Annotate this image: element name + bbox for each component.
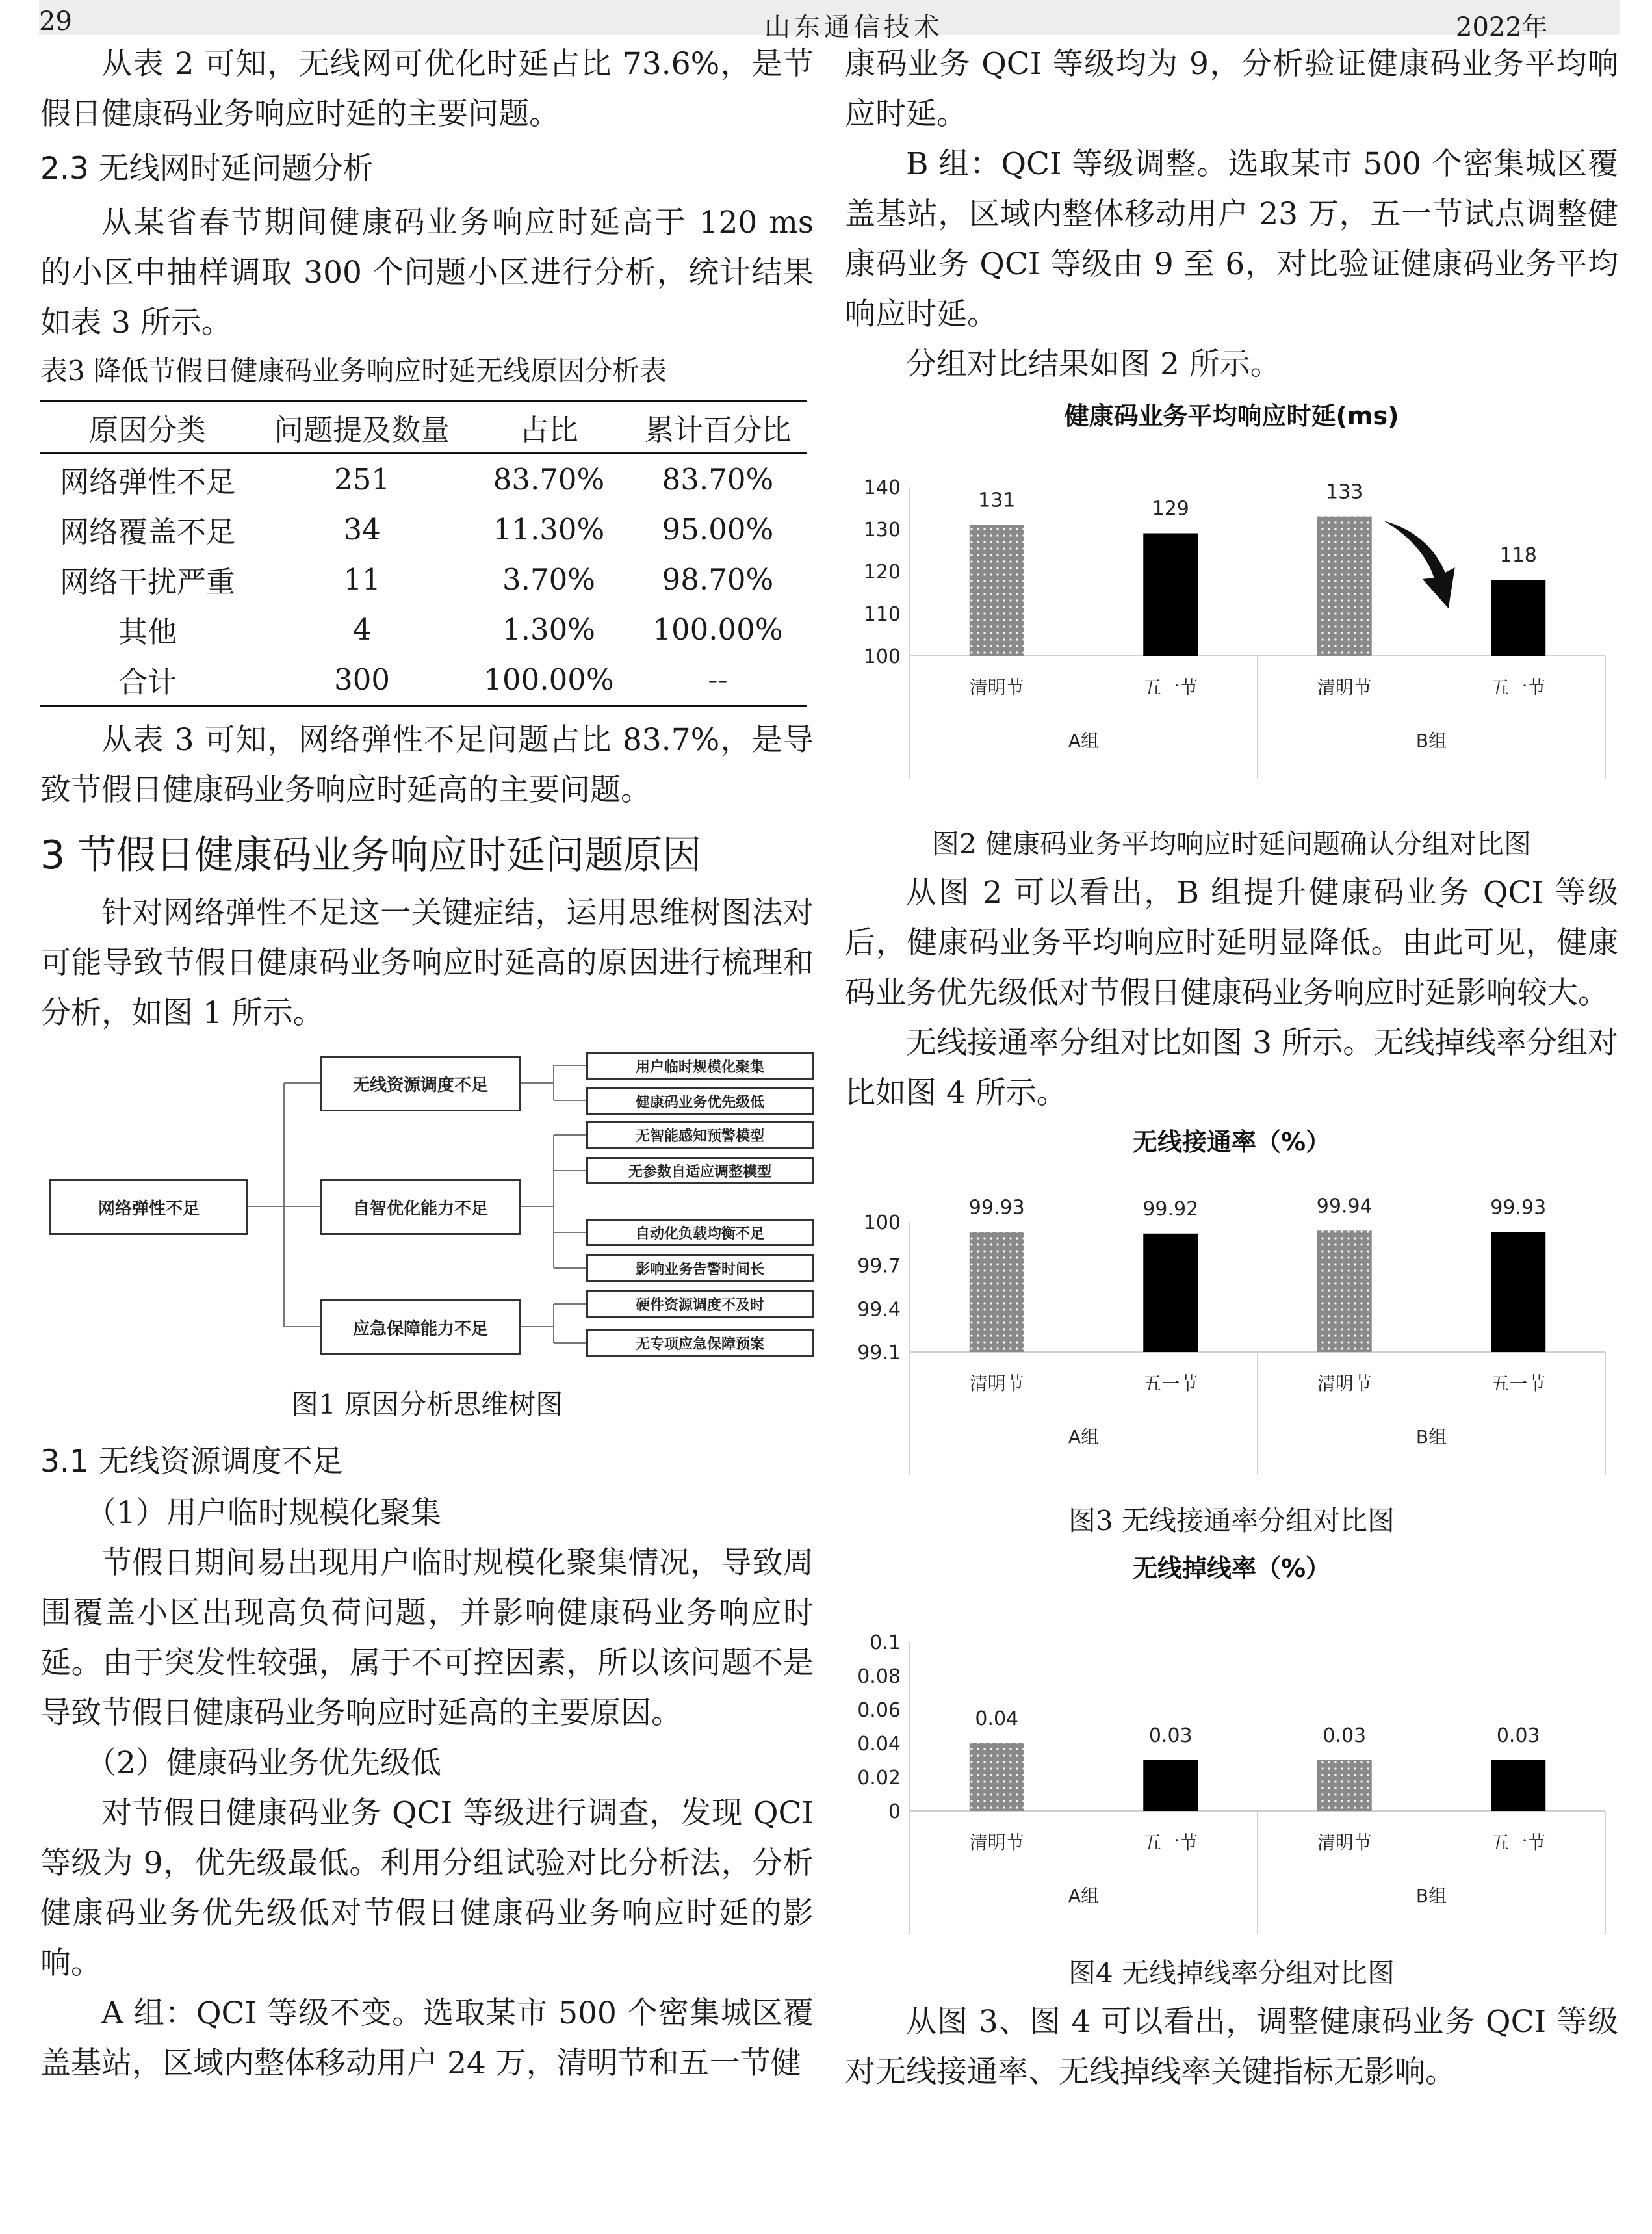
x-tick-label: 五一节: [1143, 1373, 1198, 1394]
paragraph: B 组：QCI 等级调整。选取某市 500 个密集城区覆盖基站，区域内整体移动用户 23 万，五一节试点调整健康码业务 QCI 等级由 9 至 6，对比验证健康码业务平均响应时延。: [845, 146, 1618, 332]
x-tick-label: 清明节: [1317, 1373, 1372, 1394]
table-cell: 300: [334, 662, 391, 697]
data-label: 99.92: [1142, 1197, 1199, 1221]
tree-leaf-node: 健康码业务优先级低: [586, 1087, 814, 1115]
table-cell: 1.30%: [502, 612, 596, 647]
group-label: A组: [1068, 1885, 1100, 1906]
journal-name: 山东通信技术: [764, 12, 944, 42]
bar: [1317, 1760, 1372, 1811]
bar: [1317, 517, 1372, 656]
chart-title: 无线接通率（%）: [1132, 1128, 1331, 1156]
y-tick-label: 0.08: [857, 1665, 901, 1688]
data-label: 99.93: [1490, 1196, 1547, 1219]
paragraph: 对节假日健康码业务 QCI 等级进行调查，发现 QCI 等级为 9，优先级最低。利用分组试验对比分析法，分析健康码业务优先级低对节假日健康码业务响应时延的影响。: [40, 1795, 814, 1981]
data-label: 0.04: [975, 1708, 1019, 1730]
table-cell: 网络弹性不足: [60, 465, 236, 499]
paragraph: 节假日期间易出现用户临时规模化聚集情况，导致周围覆盖小区出现高负荷问题，并影响健康码业务响应时延。由于突发性较强，属于不可控因素，所以该问题不是导致节假日健康码业务响应时延高的主要原因。: [40, 1545, 814, 1731]
chart-svg: [845, 1124, 1618, 1488]
table-cell: 3.70%: [502, 562, 596, 597]
page-number: 29: [39, 6, 72, 36]
y-tick-label: 0.1: [870, 1631, 901, 1654]
bar: [970, 525, 1024, 656]
x-tick-label: 清明节: [969, 1832, 1024, 1853]
chart-svg: [845, 396, 1618, 812]
group-label: A组: [1068, 730, 1100, 751]
table-header: 原因分类: [89, 413, 207, 447]
paragraph: 康码业务 QCI 等级均为 9，分析验证健康码业务平均响应时延。: [845, 46, 1618, 132]
y-tick-label: 0: [888, 1800, 901, 1823]
subheading: （1）用户临时规模化聚集: [86, 1495, 441, 1531]
tree-leaf-node: 无参数自适应调整模型: [586, 1157, 814, 1184]
y-tick-label: 110: [863, 603, 901, 626]
tree-leaf-node: 影响业务告警时间长: [586, 1254, 814, 1282]
table-cell: 合计: [118, 665, 177, 699]
chart-access-rate: [845, 1124, 1618, 1491]
figure1-caption: 图1 原因分析思维树图: [290, 1388, 563, 1420]
y-tick-label: 0.02: [857, 1767, 901, 1789]
paragraph: 从表 3 可知，网络弹性不足问题占比 83.7%，是导致节假日健康码业务响应时延高的主要问题。: [40, 722, 814, 808]
mind-tree-diagram: [40, 1047, 814, 1379]
x-tick-label: 五一节: [1143, 1832, 1198, 1853]
table-cell: 98.70%: [662, 562, 774, 597]
bar: [1143, 534, 1198, 656]
y-tick-label: 0.06: [857, 1699, 901, 1722]
section-heading-2-3: 2.3 无线网时延问题分析: [40, 151, 374, 187]
table-cell: 11.30%: [493, 512, 605, 547]
y-tick-label: 0.04: [857, 1733, 901, 1756]
group-label: B组: [1415, 730, 1447, 751]
tree-branch-node: 自智优化能力不足: [320, 1179, 521, 1235]
y-tick-label: 99.1: [857, 1342, 901, 1364]
table-cell: --: [708, 662, 728, 697]
data-label: 131: [978, 489, 1016, 512]
table-row: [40, 554, 807, 604]
bar: [1143, 1760, 1198, 1811]
table-cell: 34: [343, 512, 381, 547]
y-tick-label: 140: [863, 476, 901, 499]
table-header: 累计百分比: [644, 413, 791, 447]
y-tick-label: 130: [863, 519, 901, 541]
y-tick-label: 100: [863, 1212, 901, 1234]
group-label: B组: [1415, 1426, 1447, 1448]
data-label: 133: [1326, 480, 1363, 504]
table3: [40, 400, 807, 707]
table-header: 问题提及数量: [274, 413, 450, 447]
table-cell: 83.70%: [662, 462, 774, 497]
y-tick-label: 100: [863, 645, 901, 668]
table-cell: 95.00%: [662, 512, 774, 547]
table-cell: 其他: [118, 615, 177, 649]
x-tick-label: 五一节: [1491, 1373, 1546, 1394]
table-row: [40, 604, 807, 655]
figure2-caption: 图2 健康码业务平均响应时延问题确认分组对比图: [931, 828, 1532, 860]
tree-leaf-node: 无专项应急保障预案: [586, 1329, 814, 1357]
section-heading-3: 3 节假日健康码业务响应时延问题原因: [40, 833, 702, 878]
table-row: [40, 655, 807, 706]
tree-branch-node: 无线资源调度不足: [320, 1056, 521, 1111]
table-cell: 网络干扰严重: [60, 565, 236, 599]
y-tick-label: 120: [863, 561, 901, 584]
x-tick-label: 清明节: [1317, 677, 1372, 698]
data-label: 118: [1499, 544, 1537, 567]
x-tick-label: 清明节: [969, 677, 1024, 698]
x-tick-label: 清明节: [1317, 1832, 1372, 1853]
bar: [1491, 1232, 1545, 1352]
tree-branch-node: 应急保障能力不足: [320, 1299, 521, 1355]
chart-svg: [845, 1551, 1618, 1941]
y-tick-label: 99.4: [857, 1298, 901, 1321]
table-row: [40, 454, 807, 505]
table-cell: 83.70%: [493, 462, 605, 497]
chart-title: 无线掉线率（%）: [1132, 1554, 1331, 1583]
figure3-caption: 图3 无线接通率分组对比图: [1068, 1505, 1395, 1537]
table-header: 占比: [519, 413, 578, 447]
paragraph: 分组对比结果如图 2 所示。: [906, 346, 1281, 382]
tree-leaf-node: 自动化负载均衡不足: [586, 1219, 814, 1246]
left-column: [40, 39, 814, 2088]
bar: [970, 1232, 1024, 1352]
data-label: 0.03: [1496, 1724, 1540, 1747]
x-tick-label: 五一节: [1491, 677, 1546, 698]
table3-caption: 表3 降低节假日健康码业务响应时延无线原因分析表: [40, 355, 667, 387]
subheading: （2）健康码业务优先级低: [86, 1745, 441, 1781]
tree-root-node: 网络弹性不足: [49, 1179, 248, 1235]
paragraph: 从图 2 可以看出，B 组提升健康码业务 QCI 等级后，健康码业务平均响应时延明显降低。由此可见，健康码业务优先级低对节假日健康码业务响应时延影响较大。: [845, 875, 1618, 1011]
table-cell: 100.00%: [652, 612, 783, 647]
paragraph: 从图 3、图 4 可以看出，调整健康码业务 QCI 等级对无线接通率、无线掉线率关键指标无影响。: [845, 2004, 1618, 2090]
x-tick-label: 五一节: [1143, 677, 1198, 698]
paragraph: A 组：QCI 等级不变。选取某市 500 个密集城区覆盖基站，区域内整体移动用户 24 万，清明节和五一节健: [40, 1995, 814, 2081]
paragraph: 从表 2 可知，无线网可优化时延占比 73.6%，是节假日健康码业务响应时延的主要问题。: [40, 46, 814, 132]
bar: [1491, 1760, 1545, 1811]
data-label: 0.03: [1323, 1724, 1367, 1747]
table-cell: 4: [352, 612, 372, 647]
data-label: 99.94: [1316, 1195, 1373, 1218]
x-tick-label: 五一节: [1491, 1832, 1546, 1853]
tree-leaf-node: 用户临时规模化聚集: [586, 1052, 814, 1080]
data-label: 0.03: [1148, 1724, 1193, 1747]
x-tick-label: 清明节: [969, 1373, 1024, 1394]
paragraph: 针对网络弹性不足这一关键症结，运用思维树图法对可能导致节假日健康码业务响应时延高的原因进行梳理和分析，如图 1 所示。: [40, 895, 814, 1031]
table-cell: 251: [334, 462, 391, 497]
y-tick-label: 99.7: [857, 1254, 901, 1278]
arrow-down-icon: [1384, 521, 1455, 608]
bar: [1491, 580, 1545, 656]
data-label: 129: [1152, 497, 1189, 521]
tree-leaf-node: 硬件资源调度不及时: [586, 1290, 814, 1318]
paragraph: 从某省春节期间健康码业务响应时延高于 120 ms 的小区中抽样调取 300 个问题小区进行分析，统计结果如表 3 所示。: [40, 205, 814, 341]
running-header: [39, 0, 1620, 42]
group-label: A组: [1068, 1426, 1100, 1448]
chart-title: 健康码业务平均响应时延(ms): [1064, 402, 1399, 430]
data-label: 99.93: [968, 1196, 1025, 1219]
group-label: B组: [1415, 1885, 1447, 1906]
table-cell: 11: [343, 562, 381, 597]
bar: [1143, 1234, 1198, 1352]
bar: [1317, 1230, 1372, 1352]
bar: [970, 1743, 1024, 1811]
table-row: [40, 504, 807, 554]
figure4-caption: 图4 无线掉线率分组对比图: [1068, 1957, 1395, 1989]
journal-year: 2022年: [1456, 12, 1548, 42]
chart-response-latency: [845, 396, 1618, 814]
paragraph: 无线接通率分组对比如图 3 所示。无线掉线率分组对比如图 4 所示。: [845, 1025, 1618, 1111]
table-cell: 网络覆盖不足: [60, 515, 236, 549]
chart-drop-rate: [845, 1551, 1618, 1943]
table-cell: 100.00%: [484, 662, 614, 697]
tree-leaf-node: 无智能感知预警模型: [586, 1121, 814, 1149]
section-heading-3-1: 3.1 无线资源调度不足: [40, 1444, 343, 1479]
right-column: [845, 39, 1618, 2097]
